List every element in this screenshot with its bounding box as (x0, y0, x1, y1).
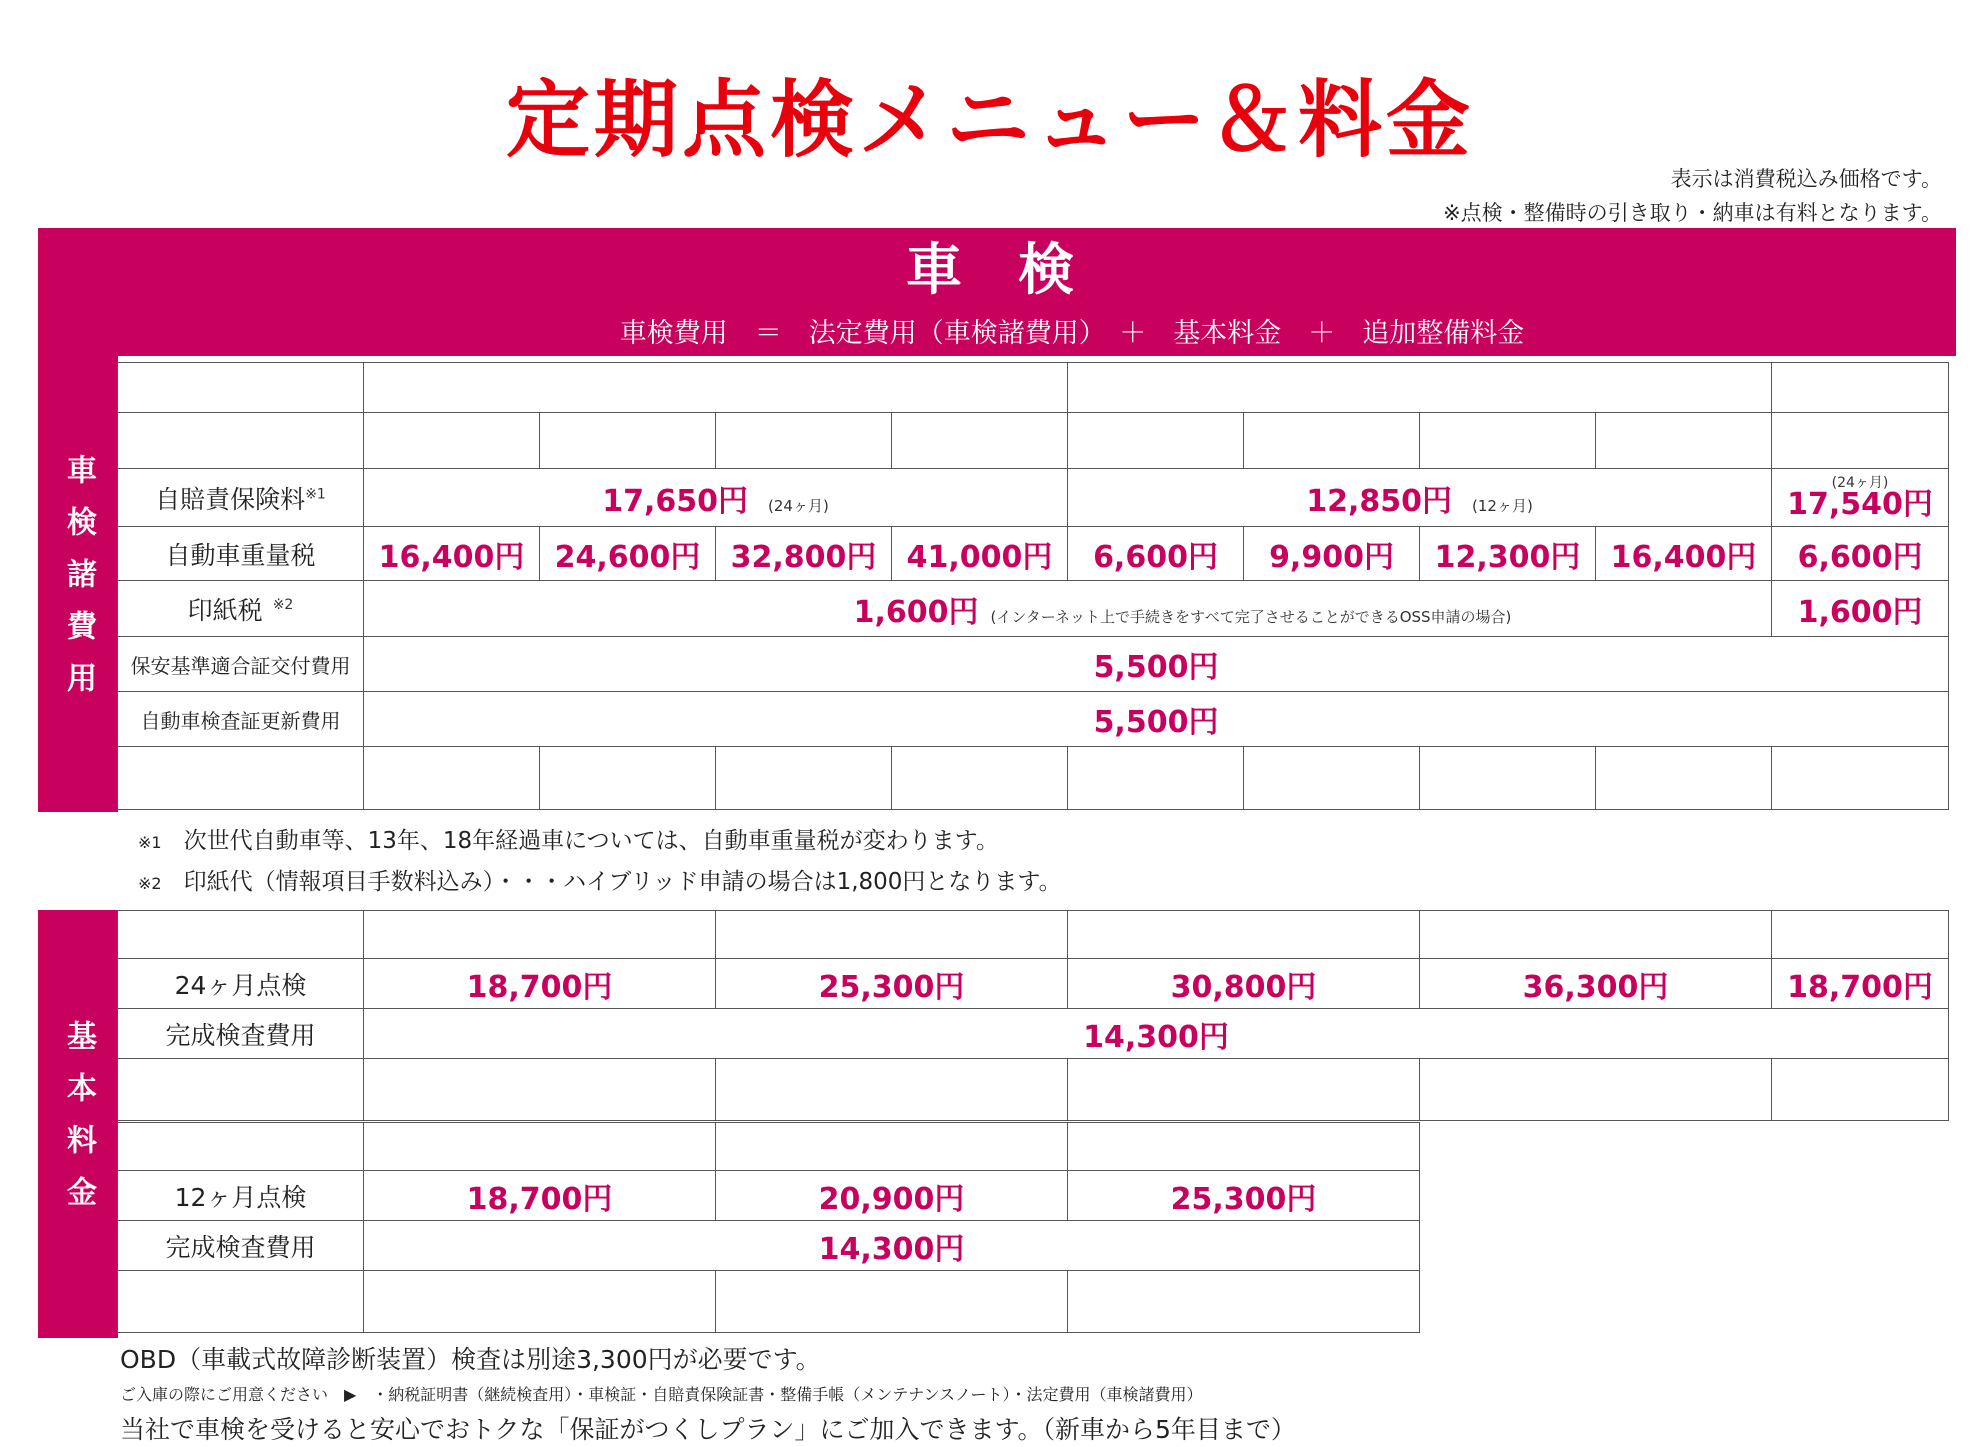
juryo-value: 24,600円 (540, 527, 716, 581)
weight-cell: － (1772, 413, 1949, 469)
weight-cell: 2.5t超～3.0t以下 (1420, 413, 1596, 469)
shaken-total-label: 諸費用合計 (118, 747, 364, 810)
weight-cell: 1.0t以下 (364, 413, 540, 469)
shaken-side-label: 車検諸費用 (38, 356, 118, 812)
weight-label: 車両重量 (118, 413, 364, 469)
basic-total-value: 33,000円 (364, 1059, 716, 1121)
basic-total-label: 基本料金合計 (118, 1271, 364, 1333)
tax-note: 表示は消費税込み価格です。 (1670, 167, 1942, 191)
cargo-basic-table (117, 1122, 1420, 1333)
juryo-label: 自動車重量税 (118, 527, 364, 581)
juryo-value: 16,400円 (1596, 527, 1772, 581)
juryo-value: 41,000円 (892, 527, 1068, 581)
kansei-value: 14,300円 (364, 1221, 1420, 1271)
basic-total-value: 39,600円 (716, 1059, 1068, 1121)
weight-cell: 2.5t超～(貨物車) (1068, 1123, 1420, 1171)
group-cargo-1y: 1年 自家用小型貨物車 (1068, 363, 1772, 413)
footnote-1: ※1 次世代自動車等、13年、18年経過車については、自動車重量税が変わります。 (138, 828, 999, 854)
basic-total-value: 35,200円 (716, 1271, 1068, 1333)
shaken-fee-table (117, 362, 1949, 810)
shaken-total-value: 35,350円 (1244, 747, 1420, 810)
weight-cell: 軽(貨物車) (364, 1123, 716, 1171)
juryo-value: 6,600円 (1068, 527, 1244, 581)
kansei-label: 完成検査費用 (118, 1221, 364, 1271)
shaken-total-value: 71,250円 (892, 747, 1068, 810)
inspection-price: 25,300円 (716, 959, 1068, 1009)
juryo-value: 9,900円 (1244, 527, 1420, 581)
basic-total-value: 45,100円 (1068, 1059, 1420, 1121)
kansei-value: 14,300円 (364, 1009, 1949, 1059)
basic-total-value: 39,600円 (1068, 1271, 1420, 1333)
group-kei: 軽自動車 (1772, 363, 1949, 413)
shaken-heading: 車 検 (906, 238, 1074, 303)
kihon-side-label: 基本料金 (38, 910, 118, 1338)
weight-cell: 2.0t超～ (892, 413, 1068, 469)
shaken-total-value: 36,740円 (1772, 747, 1949, 810)
jibaiseki-truck: 12,850円 (12ヶ月) (1068, 469, 1772, 527)
koshin-label: 自動車検査証更新費用 (118, 692, 364, 747)
basic-total-value: 50,600円 (1420, 1059, 1772, 1121)
jibaiseki-label: 自賠責保険料$^{※1}$ (118, 469, 364, 527)
inspection-price: 18,700円 (364, 1171, 716, 1221)
weight-cell: 1.5t超～2.0t以下(乗用車) (716, 911, 1068, 959)
basic-total-value: 33,000円 (1772, 1059, 1949, 1121)
inspection-price: 18,700円 (1772, 959, 1949, 1009)
page-title: 定期点検メニュー＆料金 (505, 71, 1474, 169)
weight-cell: 1.5t以下(乗用車) (364, 911, 716, 959)
jibaiseki-kei: (24ヶ月) 17,540円 (1772, 469, 1949, 527)
shaken-total-value: 54,850円 (540, 747, 716, 810)
weight-cell: 3.0t超～ (1596, 413, 1772, 469)
corner-cell (118, 363, 364, 413)
weight-cell: 軽(乗用車) (1772, 911, 1949, 959)
inspection-price: 20,900円 (716, 1171, 1068, 1221)
hoan-value: 5,500円 (364, 637, 1949, 692)
passenger-basic-table (117, 910, 1949, 1121)
shaken-total-value: 46,650円 (364, 747, 540, 810)
weight-cell: 2.5t超～(乗用車) (1420, 911, 1772, 959)
inspection-24m-label: 24ヶ月点検 (118, 959, 364, 1009)
basic-total-label: 基本料金合計 (118, 1059, 364, 1121)
kansei-label: 完成検査費用 (118, 1009, 364, 1059)
juryo-value: 16,400円 (364, 527, 540, 581)
warranty-plan-note: 当社で車検を受けると安心でおトクな「保証がつくしプラン」にご加入できます。（新車から5年目まで） (120, 1415, 1296, 1444)
inspection-price: 36,300円 (1420, 959, 1772, 1009)
inspection-price: 30,800円 (1068, 959, 1420, 1009)
juryo-value: 6,600円 (1772, 527, 1949, 581)
koshin-value: 5,500円 (364, 692, 1949, 747)
delivery-note: ※点検・整備時の引き取り・納車は有料となります。 (1443, 201, 1942, 225)
weight-label: 車両重量 (118, 911, 364, 959)
bring-items-note: ご入庫の際にご用意ください ▶ ・納税証明書（継続検査用）・車検証・自賠責保険証書・整備手帳（メンテナンスノート）・法定費用（車検諸費用） (120, 1385, 1203, 1404)
inspection-price: 25,300円 (1068, 1171, 1420, 1221)
juryo-value: 32,800円 (716, 527, 892, 581)
weight-cell: 2.0t超～2.5t以下(乗用車) (1068, 911, 1420, 959)
obd-note: OBD（車載式故障診断装置）検査は別途3,300円が必要です。 (120, 1345, 821, 1374)
footnote-2: ※2 印紙代（情報項目手数料込み）・・・ハイブリッド申請の場合は1,800円となります。 (138, 869, 1062, 895)
shaken-total-value: 41,850円 (1596, 747, 1772, 810)
shaken-formula: 車検費用 ＝ 法定費用（車検諸費用） ＋ 基本料金 ＋ 追加整備料金 (619, 318, 1525, 349)
weight-cell: 2.0t超～2.5t以下 (1244, 413, 1420, 469)
jibaiseki-car: 17,650円 (24ヶ月) (364, 469, 1068, 527)
basic-total-value: 33,000円 (364, 1271, 716, 1333)
hoan-label: 保安基準適合証交付費用 (118, 637, 364, 692)
inshi-label: 印紙税 $^{※2}$ (118, 581, 364, 637)
weight-cell: 1.0t超～1.5t以下 (540, 413, 716, 469)
inshi-value: 1,600円 (インターネット上で手続きをすべて完了させることができるOSS申請の場合) (364, 581, 1772, 637)
juryo-value: 12,300円 (1420, 527, 1596, 581)
weight-cell: 2.5t以下(貨物車) (716, 1123, 1068, 1171)
group-passenger-2y: 2年 自家用乗用車 (364, 363, 1068, 413)
weight-label: 車両総重量 (118, 1123, 364, 1171)
inspection-price: 18,700円 (364, 959, 716, 1009)
shaken-total-value: 37,750円 (1420, 747, 1596, 810)
shaken-total-value: 32,050円 (1068, 747, 1244, 810)
weight-cell: 2.0t以下 (1068, 413, 1244, 469)
inspection-12m-label: 12ヶ月点検 (118, 1171, 364, 1221)
shaken-total-value: 63,050円 (716, 747, 892, 810)
inshi-kei: 1,600円 (1772, 581, 1949, 637)
weight-cell: 1.5t超～2.0t以下 (716, 413, 892, 469)
